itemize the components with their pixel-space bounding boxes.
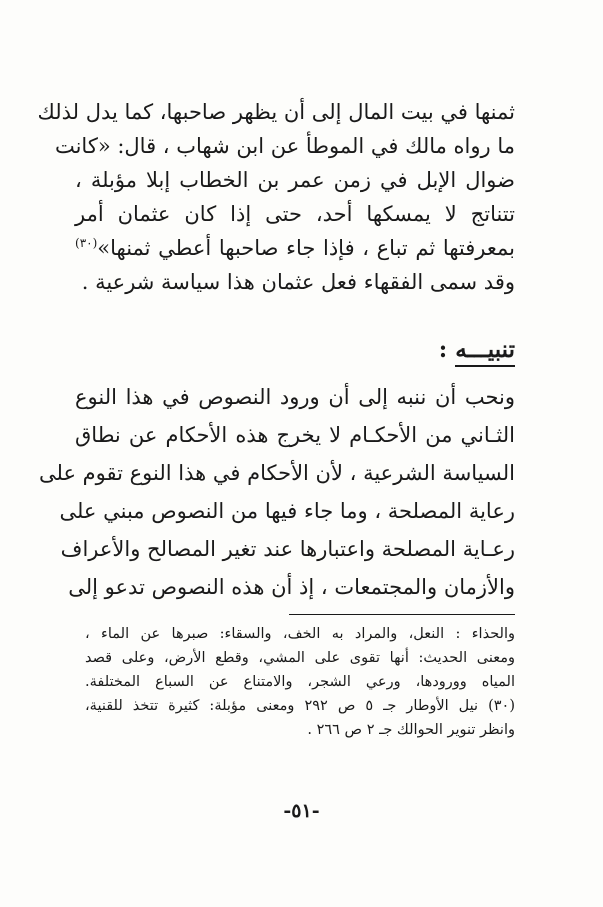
text-line: وقد سمى الفقهاء فعل عثمان هذا سياسة شرعية . [81, 270, 515, 294]
text-line: رعـاية المصلحة واعتبارها عند تغير المصالح والأعراف [60, 537, 515, 561]
text-line: السياسة الشرعية ، لأن الأحكام في هذا النوع تقوم على [38, 461, 515, 485]
footnote-divider [289, 614, 515, 615]
page-number: -٥١- [283, 800, 320, 822]
footnote-line: (٣٠) نيل الأوطار جـ ٥ ص ٢٩٢ ومعنى مؤبلة: كثيرة تتخذ للقنية، [85, 698, 515, 714]
text-line: والأزمان والمجتمعات ، إذ أن هذه النصوص تدعو إلى [68, 575, 515, 599]
footnote-reference: (٣٠) [75, 236, 98, 250]
paragraph-two [38, 378, 515, 606]
text-line: رعاية المصلحة ، وما جاء فيها من النصوص مبني على [59, 499, 515, 523]
footnotes [85, 622, 515, 742]
heading-colon: : [438, 336, 456, 363]
text-line: ما رواه مالك في الموطأ عن ابن شهاب ، قال: «كانت [54, 134, 515, 158]
text-line: الثـاني من الأحكـام لا يخرج هذه الأحكام عن نطاق [75, 423, 515, 447]
section-heading [439, 333, 515, 367]
footnote-line: وانظر تنوير الحوالك جـ ٢ ص ٢٦٦ . [307, 722, 515, 738]
paragraph-one [37, 95, 515, 299]
text-line: ونحب أن ننبه إلى أن ورود النصوص في هذا النوع [75, 385, 515, 409]
footnote-line: والحذاء : النعل، والمراد به الخف، والسقاء: صبرها عن الماء ، [85, 626, 515, 642]
text-line: ضوال الإبل في زمن عمر بن الخطاب إبلا مؤبلة ، [75, 168, 515, 192]
text-line-content: بمعرفتها ثم تباع ، فإذا جاء صاحبها أعطي ثمنها» [97, 236, 515, 260]
text-line [75, 231, 515, 265]
text-line: تتناتج لا يمسكها أحد، حتى إذا كان عثمان أمر [75, 202, 515, 226]
heading-word: تنبيـــه [455, 336, 515, 367]
footnote-line: المياه وورودها، ورعي الشجر، والامتناع عن السباع المختلفة. [85, 674, 515, 690]
text-line: ثمنها في بيت المال إلى أن يظهر صاحبها، كما يدل لذلك [37, 100, 515, 124]
footnote-line: ومعنى الحديث: أنها تقوى على المشي، وقطع الأرض، وعلى قصد [85, 650, 515, 666]
